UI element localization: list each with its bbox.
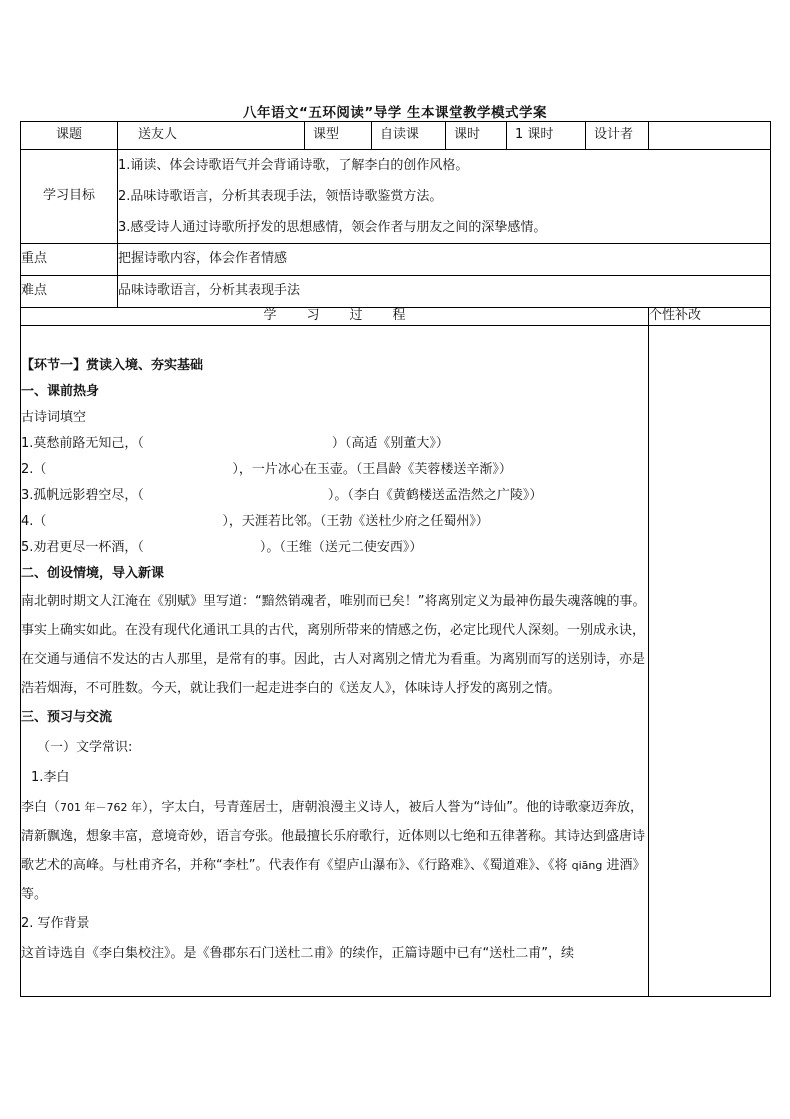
difficulty-label: 难点 [21, 276, 118, 308]
part1-title: 一、课前热身 [21, 384, 100, 399]
libai-paragraph: 李白（701 年－762 年），字太白，号青莲居士，唐朝浪漫主义诗人，被后人誉为“诗仙”。他的诗歌豪迈奔放，清新飘逸，想象丰富，意境奇妙，语言夸张。他最擅长乐府歌行，近体则以七绝和五律著称。其诗达到盛唐诗歌艺术的高峰。与杜甫齐名，并称“李杜”。代表作有《望庐山瀑布》、《行路难》、《蜀道难》、《将 qiāng 进酒》等。 [21, 800, 646, 902]
hours-label: 课时 [446, 122, 507, 150]
background-text: 这首诗选自《李白集校注》。是《鲁郡东石门送杜二甫》的续作，正篇诗题中已有“送杜二甫”，续 [21, 946, 574, 961]
type-value: 自读课 [372, 122, 446, 150]
difficulty-value: 品味诗歌语言，分析其表现手法 [118, 276, 771, 308]
type-label: 课型 [305, 122, 372, 150]
goal-item: 3.感受诗人通过诗歌所抒发的思想感情，领会作者与朋友之间的深挚感情。 [118, 220, 547, 235]
designer-value[interactable] [649, 122, 771, 150]
background-title: 2. 写作背景 [21, 916, 90, 931]
process-header-row [21, 308, 771, 326]
fill-item-1: 1.莫愁前路无知己，（ ）（高适《别董大》） [21, 436, 449, 451]
part2-title: 二、创设情境，导入新课 [21, 566, 165, 581]
key-point-value: 把握诗歌内容，体会作者情感 [118, 244, 771, 276]
intro-paragraph: 南北朝时期文人江淹在《别赋》里写道：“黯然销魂者，唯别而已矣！”将离别定义为最神伤最失魂落魄的事。事实上确实如此。在没有现代化通讯工具的古代，离别所带来的情感之伤，必定比现代人深刻。一别成永诀，在交通与通信不发达的古人那里，是常有的事。因此，古人对离别之情尤为看重。为离别而写的送别诗，亦是浩若烟海，不可胜数。今天，就让我们一起走进李白的《送友人》，体味诗人抒发的离别之情。 [21, 594, 646, 696]
goals-row [21, 150, 771, 244]
header-row [21, 122, 771, 150]
process-header: 学习过程 [21, 308, 649, 326]
goals-label: 学习目标 [21, 150, 118, 244]
difficulty-row [21, 276, 771, 308]
topic-label: 课题 [21, 122, 118, 150]
section-head: 【环节一】赏读入境、夯实基础 [21, 358, 204, 373]
process-body-row [21, 326, 771, 997]
supplement-header: 个性补改 [649, 308, 771, 326]
fill-item-5: 5.劝君更尽一杯酒，（ ）。（王维（送元二使安西》） [21, 540, 423, 555]
supplement-column[interactable] [649, 326, 771, 997]
key-point-label: 重点 [21, 244, 118, 276]
fill-item-2: 2.（ ），一片冰心在玉壶。（王昌龄《芙蓉楼送辛渐》） [21, 462, 512, 477]
document-title: 八年语文“五环阅读”导学 生本课堂教学模式学案 [243, 105, 547, 121]
lit-title: （一）文学常识: [37, 740, 133, 755]
fill-item-4: 4.（ ），天涯若比邻。（王勃《送杜少府之任蜀州》） [21, 514, 489, 529]
designer-label: 设计者 [586, 122, 649, 150]
fill-item-3: 3.孤帆远影碧空尽，（ ）。（李白《黄鹤楼送孟浩然之广陵》） [21, 488, 543, 503]
process-content [21, 326, 649, 997]
part3-title: 三、预习与交流 [21, 710, 113, 725]
lesson-plan-table [20, 121, 771, 997]
key-point-row [21, 244, 771, 276]
libai-title: 1.李白 [31, 770, 70, 785]
hours-value: 1 课时 [507, 122, 586, 150]
goals-list [118, 150, 771, 244]
goal-item: 1.诵读、体会诗歌语气并会背诵诗歌，了解李白的创作风格。 [118, 158, 469, 173]
goal-item: 2.品味诗歌语言，分析其表现手法，领悟诗歌鉴赏方法。 [118, 189, 443, 204]
topic-value: 送友人 [118, 122, 305, 150]
fill-title: 古诗词填空 [21, 410, 87, 425]
